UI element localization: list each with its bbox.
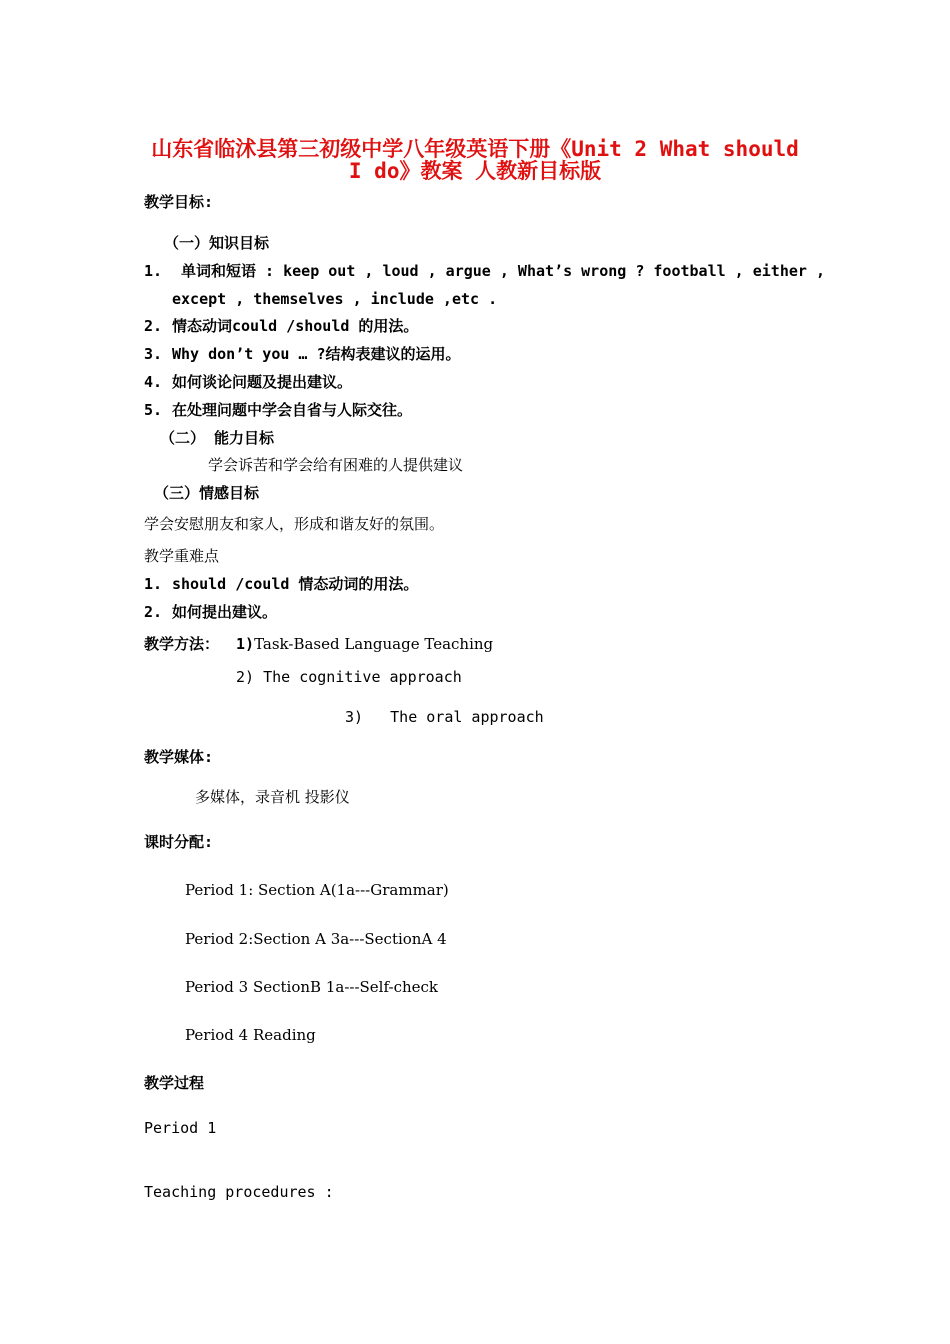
- method-item-1-text: Task-Based Language Teaching: [254, 635, 494, 653]
- period-item-1: Period 1: Section A(1a---Grammar): [185, 881, 449, 899]
- knowledge-item-4: [144, 372, 352, 392]
- document-title-line-1: 山东省临沭县第三初级中学八年级英语下册《Unit 2 What should: [151, 137, 799, 161]
- period-item-3: Period 3 SectionB 1a---Self-check: [185, 978, 438, 996]
- knowledge-item-3: [144, 344, 461, 364]
- period-item-2: Period 2:Section A 3a---SectionA 4: [185, 930, 447, 948]
- knowledge-item-3-text: Why don’t you … ?结构表建议的运用。: [172, 345, 461, 363]
- knowledge-item-5-text: 在处理问题中学会自省与人际交往。: [172, 401, 413, 419]
- knowledge-item-1-continuation: except , themselves , include ,etc .: [172, 290, 498, 308]
- knowledge-heading: （一）知识目标: [164, 234, 270, 252]
- process-period: Period 1: [144, 1119, 217, 1137]
- method-item-3-text: The oral approach: [390, 708, 544, 726]
- method-item-3: [345, 707, 544, 727]
- period-item-4: Period 4 Reading: [185, 1026, 316, 1044]
- knowledge-item-5: [144, 400, 412, 420]
- objectives-heading: 教学目标:: [144, 193, 214, 211]
- method-item-2-number: 2): [236, 668, 255, 686]
- knowledge-item-5-number: 5.: [144, 401, 163, 419]
- process-heading: 教学过程: [144, 1074, 205, 1092]
- emotion-heading: （三）情感目标: [154, 484, 260, 502]
- knowledge-item-4-number: 4.: [144, 373, 163, 391]
- knowledge-item-2-text: 情态动词could /should 的用法。: [172, 317, 419, 335]
- media-heading: 教学媒体:: [144, 748, 214, 766]
- difficulty-item-1: [144, 574, 418, 594]
- knowledge-item-3-number: 3.: [144, 345, 163, 363]
- ability-text: 学会诉苦和学会给有困难的人提供建议: [208, 456, 464, 474]
- difficulty-item-2: [144, 602, 277, 622]
- method-item-1-number: 1): [236, 635, 255, 653]
- difficulty-item-1-text: should /could 情态动词的用法。: [172, 575, 419, 593]
- difficulty-item-2-text: 如何提出建议。: [172, 603, 278, 621]
- difficulty-item-2-number: 2.: [144, 603, 163, 621]
- methods-heading: 教学方法：: [144, 635, 220, 653]
- emotion-text: 学会安慰朋友和家人，形成和谐友好的氛围。: [144, 515, 445, 533]
- difficulties-heading: 教学重难点: [144, 547, 220, 565]
- knowledge-item-1: [144, 261, 825, 281]
- document-title-line-2: I do》教案 人教新目标版: [348, 159, 602, 183]
- knowledge-item-2-number: 2.: [144, 317, 163, 335]
- periods-heading: 课时分配:: [144, 833, 214, 851]
- knowledge-item-2: [144, 316, 418, 336]
- knowledge-item-1-text: 单词和短语 : keep out , loud , argue , What’s wrong ? football , either ,: [172, 262, 825, 280]
- knowledge-item-1-number: 1.: [144, 262, 163, 280]
- method-item-1: [236, 634, 493, 654]
- method-item-2-text: The cognitive approach: [263, 668, 462, 686]
- method-item-2: [236, 667, 462, 687]
- media-text: 多媒体，录音机 投影仪: [195, 788, 350, 806]
- ability-heading: （二） 能力目标: [160, 429, 275, 447]
- knowledge-item-4-text: 如何谈论问题及提出建议。: [172, 373, 353, 391]
- method-item-3-number: 3): [345, 708, 364, 726]
- difficulty-item-1-number: 1.: [144, 575, 163, 593]
- process-procedures: Teaching procedures :: [144, 1183, 334, 1201]
